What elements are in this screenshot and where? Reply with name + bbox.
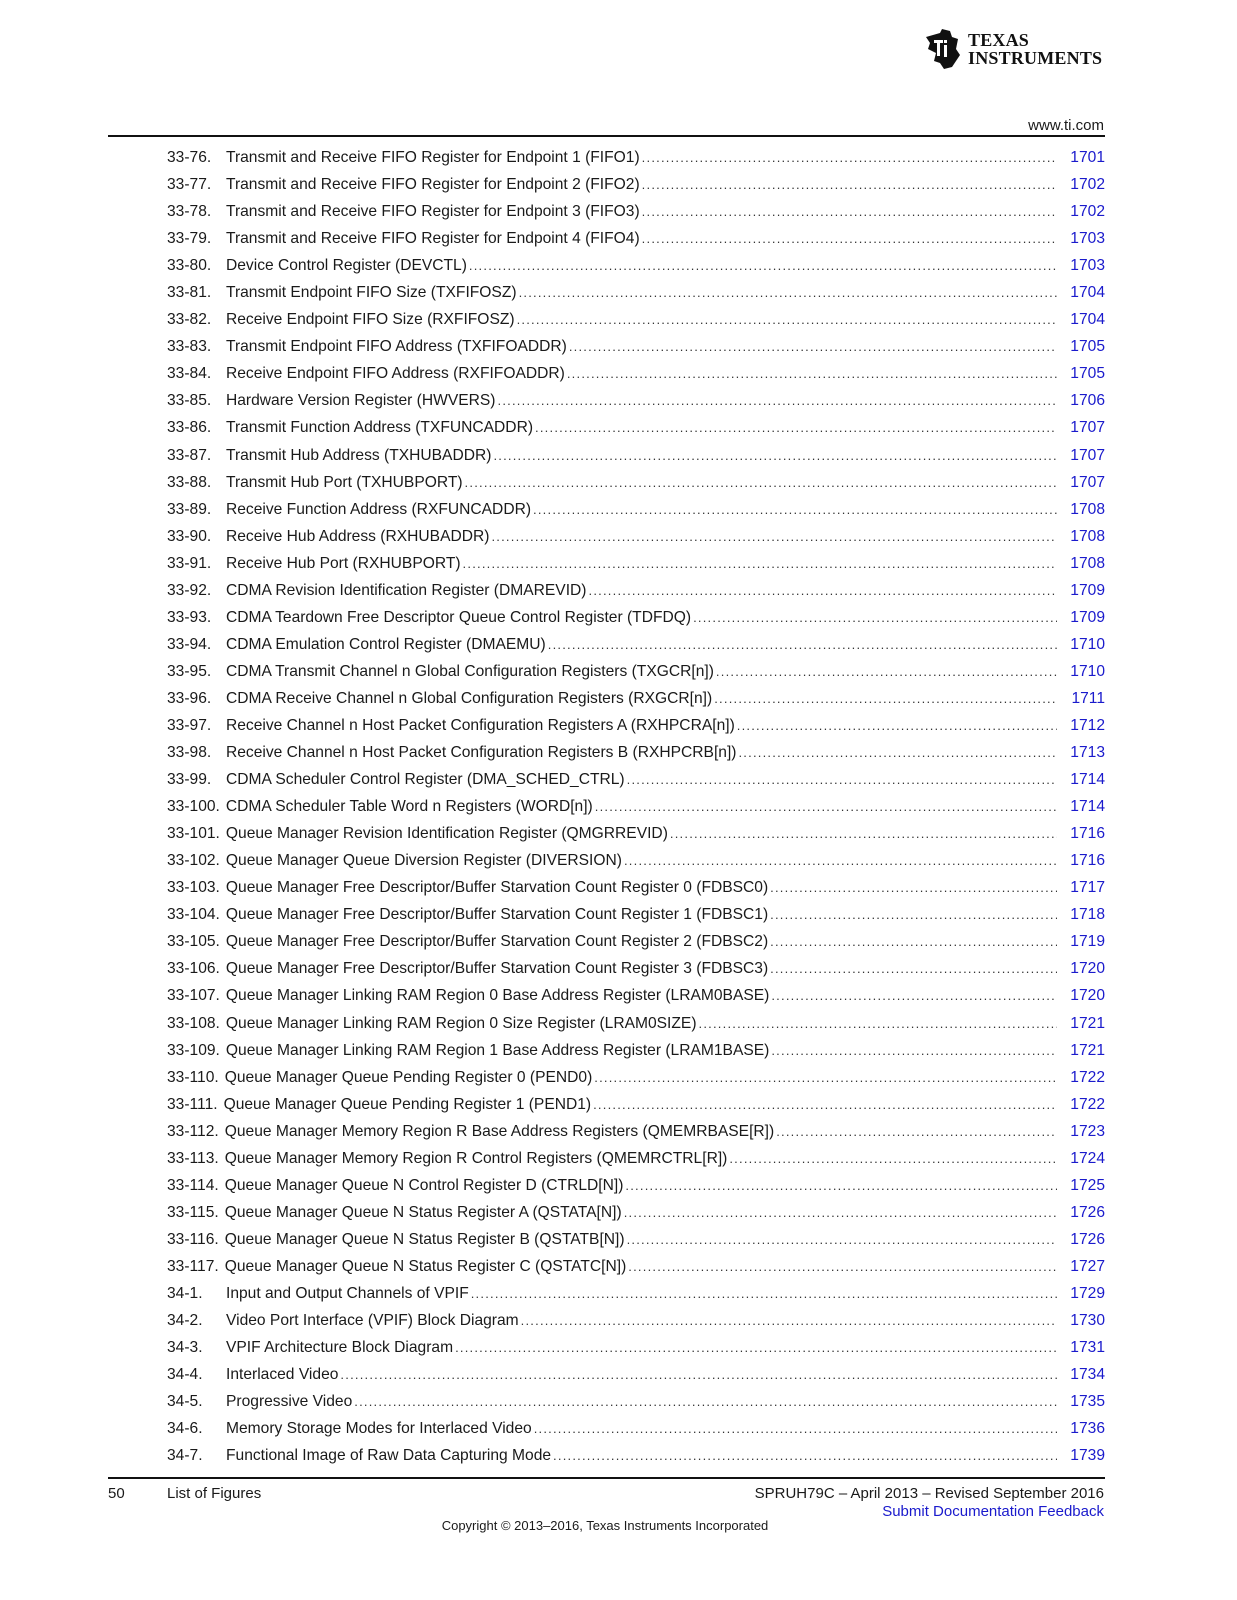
logo-line1: TEXAS bbox=[968, 30, 1030, 50]
toc-entry[interactable] bbox=[167, 901, 1105, 928]
entry-title: CDMA Revision Identification Register (DMAREVID) bbox=[226, 581, 587, 599]
logo-line2: INSTRUMENTS bbox=[968, 48, 1103, 68]
toc-entry[interactable] bbox=[167, 1415, 1105, 1442]
entry-page-link[interactable]: 1707 bbox=[1070, 419, 1105, 437]
entry-title: Queue Manager Revision Identification Register (QMGRREVID) bbox=[225, 825, 668, 843]
entry-page-link[interactable]: 1712 bbox=[1070, 716, 1105, 734]
entry-title: CDMA Scheduler Table Word n Registers (WORD[n]) bbox=[225, 798, 593, 816]
entry-title: Receive Endpoint FIFO Address (RXFIFOADDR) bbox=[226, 365, 565, 383]
entry-title: Transmit Hub Port (TXHUBPORT) bbox=[226, 473, 463, 491]
entry-page-link[interactable]: 1706 bbox=[1070, 392, 1105, 410]
dot-leader bbox=[455, 1334, 1057, 1361]
section-name: List of Figures bbox=[167, 1485, 262, 1502]
dot-leader bbox=[699, 1010, 1057, 1037]
entry-number: 33-116. bbox=[167, 1230, 219, 1248]
toc-entry[interactable] bbox=[167, 1145, 1105, 1172]
entry-number: 33-79. bbox=[167, 230, 212, 248]
entry-title: Queue Manager Free Descriptor/Buffer Starvation Count Register 0 (FDBSC0) bbox=[225, 879, 769, 897]
entry-number: 33-95. bbox=[167, 662, 212, 680]
dot-leader bbox=[770, 874, 1057, 901]
entry-page-link[interactable]: 1734 bbox=[1070, 1366, 1105, 1384]
toc-entry[interactable] bbox=[167, 658, 1105, 685]
dot-leader bbox=[498, 387, 1057, 414]
entry-page-link[interactable]: 1710 bbox=[1070, 635, 1105, 653]
dot-leader bbox=[471, 1280, 1057, 1307]
entry-title: Queue Manager Free Descriptor/Buffer Starvation Count Register 1 (FDBSC1) bbox=[225, 906, 769, 924]
dot-leader bbox=[771, 982, 1057, 1009]
toc-entry[interactable] bbox=[167, 955, 1105, 982]
feedback-link[interactable]: Submit Documentation Feedback bbox=[882, 1503, 1104, 1520]
entry-page-link[interactable]: 1701 bbox=[1070, 149, 1105, 166]
dot-leader bbox=[670, 820, 1057, 847]
entry-number: 33-111. bbox=[167, 1095, 218, 1113]
entry-page-link[interactable]: 1714 bbox=[1070, 798, 1105, 816]
entry-title: Transmit and Receive FIFO Register for Endpoint 4 (FIFO4) bbox=[226, 230, 640, 248]
entry-page-link[interactable]: 1716 bbox=[1070, 825, 1105, 843]
entry-number: 33-77. bbox=[167, 176, 212, 194]
toc-entry[interactable] bbox=[167, 523, 1105, 550]
entry-title: Queue Manager Linking RAM Region 1 Base Address Register (LRAM1BASE) bbox=[225, 1041, 770, 1059]
entry-page-link[interactable]: 1703 bbox=[1070, 257, 1105, 275]
dot-leader bbox=[771, 1037, 1057, 1064]
dot-leader bbox=[463, 550, 1057, 577]
toc-entry[interactable] bbox=[167, 225, 1105, 252]
toc-entry[interactable] bbox=[167, 604, 1105, 631]
entry-title: Device Control Register (DEVCTL) bbox=[226, 257, 467, 275]
entry-page-link[interactable]: 1722 bbox=[1070, 1095, 1105, 1113]
toc-entry[interactable] bbox=[167, 1199, 1105, 1226]
toc-entry[interactable] bbox=[167, 414, 1105, 441]
entry-number: 33-105. bbox=[167, 933, 220, 951]
toc-entry[interactable] bbox=[167, 550, 1105, 577]
dot-leader bbox=[642, 198, 1057, 225]
entry-title: CDMA Receive Channel n Global Configuration Registers (RXGCR[n]) bbox=[226, 689, 713, 707]
dot-leader bbox=[567, 360, 1057, 387]
dot-leader bbox=[534, 1415, 1057, 1442]
entry-number: 33-104. bbox=[167, 906, 220, 924]
entry-title: Queue Manager Linking RAM Region 0 Base Address Register (LRAM0BASE) bbox=[225, 987, 770, 1005]
entry-number: 34-2. bbox=[167, 1312, 203, 1330]
entry-page-link[interactable]: 1730 bbox=[1070, 1312, 1105, 1330]
entry-number: 33-91. bbox=[167, 554, 212, 572]
toc-entry[interactable] bbox=[167, 874, 1105, 901]
toc-entry[interactable] bbox=[167, 387, 1105, 414]
entry-number: 33-92. bbox=[167, 581, 212, 599]
entry-title: Receive Channel n Host Packet Configuration Registers B (RXHPCRB[n]) bbox=[226, 744, 737, 762]
entry-page-link[interactable]: 1702 bbox=[1070, 176, 1105, 194]
entry-page-link[interactable]: 1703 bbox=[1070, 230, 1105, 248]
dot-leader bbox=[770, 955, 1057, 982]
entry-page-link[interactable]: 1739 bbox=[1070, 1447, 1105, 1465]
toc-entry[interactable] bbox=[167, 928, 1105, 955]
entry-number: 33-113. bbox=[167, 1149, 219, 1167]
dot-leader bbox=[533, 496, 1057, 523]
toc-entry[interactable] bbox=[167, 442, 1105, 469]
entry-title: Transmit and Receive FIFO Register for Endpoint 1 (FIFO1) bbox=[226, 149, 640, 166]
entry-title: Queue Manager Free Descriptor/Buffer Starvation Count Register 3 (FDBSC3) bbox=[225, 960, 769, 978]
toc-entry[interactable] bbox=[167, 631, 1105, 658]
entry-title: Transmit Function Address (TXFUNCADDR) bbox=[226, 419, 534, 437]
dot-leader bbox=[569, 333, 1057, 360]
toc-entry[interactable] bbox=[167, 685, 1105, 712]
entry-title: VPIF Architecture Block Diagram bbox=[226, 1339, 454, 1357]
document-id: SPRUH79C – April 2013 – Revised September 2016 bbox=[754, 1485, 1104, 1502]
entry-title: Video Port Interface (VPIF) Block Diagram bbox=[226, 1312, 519, 1330]
toc-entry[interactable] bbox=[167, 333, 1105, 360]
copyright: Copyright © 2013–2016, Texas Instruments Incorporated bbox=[441, 1518, 769, 1533]
toc-entry[interactable] bbox=[167, 1361, 1105, 1388]
website-link[interactable]: www.ti.com bbox=[1028, 117, 1104, 134]
entry-page-link[interactable]: 1718 bbox=[1070, 906, 1105, 924]
entry-number: 33-107. bbox=[167, 987, 220, 1005]
entry-number: 33-85. bbox=[167, 392, 212, 410]
dot-leader bbox=[593, 1091, 1057, 1118]
toc-entry[interactable] bbox=[167, 1037, 1105, 1064]
page-number: 50 bbox=[108, 1485, 125, 1502]
entry-page-link[interactable]: 1717 bbox=[1070, 879, 1105, 897]
entry-title: Queue Manager Linking RAM Region 0 Size Register (LRAM0SIZE) bbox=[225, 1014, 697, 1032]
entry-number: 33-98. bbox=[167, 744, 212, 762]
entry-title: Queue Manager Queue N Control Register D (CTRLD[N]) bbox=[224, 1176, 624, 1194]
entry-number: 34-5. bbox=[167, 1393, 203, 1411]
entry-page-link[interactable]: 1709 bbox=[1070, 608, 1105, 626]
entry-title: Queue Manager Memory Region R Base Address Registers (QMEMRBASE[R]) bbox=[224, 1122, 775, 1140]
toc-entry[interactable] bbox=[167, 1064, 1105, 1091]
entry-page-link[interactable]: 1707 bbox=[1070, 473, 1105, 491]
entry-number: 33-82. bbox=[167, 311, 212, 329]
toc-entry[interactable] bbox=[167, 712, 1105, 739]
toc-entry[interactable] bbox=[167, 766, 1105, 793]
entry-page-link[interactable]: 1702 bbox=[1070, 203, 1105, 221]
entry-title: Queue Manager Free Descriptor/Buffer Starvation Count Register 2 (FDBSC2) bbox=[225, 933, 769, 951]
entry-number: 33-76. bbox=[167, 149, 212, 166]
dot-leader bbox=[770, 928, 1057, 955]
entry-number: 33-96. bbox=[167, 689, 212, 707]
entry-number: 33-115. bbox=[167, 1203, 219, 1221]
entry-number: 33-84. bbox=[167, 365, 212, 383]
dot-leader bbox=[642, 144, 1057, 171]
entry-page-link[interactable]: 1725 bbox=[1070, 1176, 1105, 1194]
entry-page-link[interactable]: 1719 bbox=[1070, 933, 1105, 951]
entry-number: 33-81. bbox=[167, 284, 212, 302]
entry-page-link[interactable]: 1720 bbox=[1070, 960, 1105, 978]
entry-page-link[interactable]: 1714 bbox=[1070, 771, 1105, 789]
dot-leader bbox=[624, 847, 1057, 874]
entry-number: 34-3. bbox=[167, 1339, 203, 1357]
entry-title: Queue Manager Queue N Status Register B (QSTATB[N]) bbox=[224, 1230, 625, 1248]
toc-entry[interactable] bbox=[167, 360, 1105, 387]
entry-page-link[interactable]: 1729 bbox=[1070, 1284, 1105, 1302]
dot-leader bbox=[354, 1388, 1057, 1415]
dot-leader bbox=[738, 739, 1057, 766]
entry-title: Hardware Version Register (HWVERS) bbox=[226, 392, 496, 410]
entry-number: 33-94. bbox=[167, 635, 212, 653]
entry-number: 33-109. bbox=[167, 1041, 220, 1059]
toc-entry[interactable] bbox=[167, 469, 1105, 496]
entry-number: 33-87. bbox=[167, 446, 212, 464]
entry-number: 33-88. bbox=[167, 473, 212, 491]
entry-number: 33-83. bbox=[167, 338, 212, 356]
entry-number: 33-80. bbox=[167, 257, 212, 275]
dot-leader bbox=[627, 1226, 1057, 1253]
header-rule bbox=[108, 135, 1105, 137]
ti-logo-icon bbox=[920, 27, 964, 71]
entry-page-link[interactable]: 1711 bbox=[1071, 689, 1105, 707]
entry-page-link[interactable]: 1705 bbox=[1070, 365, 1105, 383]
entry-title: Transmit and Receive FIFO Register for Endpoint 3 (FIFO3) bbox=[226, 203, 640, 221]
toc-entry[interactable] bbox=[167, 820, 1105, 847]
dot-leader bbox=[642, 225, 1057, 252]
toc-entry[interactable] bbox=[167, 171, 1105, 198]
entry-page-link[interactable]: 1710 bbox=[1070, 662, 1105, 680]
dot-leader bbox=[594, 1064, 1057, 1091]
dot-leader bbox=[693, 604, 1057, 631]
entry-title: Receive Endpoint FIFO Size (RXFIFOSZ) bbox=[226, 311, 515, 329]
toc-entry[interactable] bbox=[167, 306, 1105, 333]
entry-number: 33-110. bbox=[167, 1068, 219, 1086]
entry-page-link[interactable]: 1707 bbox=[1070, 446, 1105, 464]
entry-page-link[interactable]: 1716 bbox=[1070, 852, 1105, 870]
entry-page-link[interactable]: 1723 bbox=[1070, 1122, 1105, 1140]
dot-leader bbox=[589, 577, 1058, 604]
entry-title: Interlaced Video bbox=[226, 1366, 339, 1384]
entry-page-link[interactable]: 1720 bbox=[1070, 987, 1105, 1005]
dot-leader bbox=[776, 1118, 1057, 1145]
entry-page-link[interactable]: 1705 bbox=[1070, 338, 1105, 356]
dot-leader bbox=[770, 901, 1057, 928]
dot-leader bbox=[517, 306, 1057, 333]
entry-number: 33-86. bbox=[167, 419, 212, 437]
entry-title: Queue Manager Memory Region R Control Registers (QMEMRCTRL[R]) bbox=[224, 1149, 728, 1167]
entry-number: 33-108. bbox=[167, 1014, 220, 1032]
entry-title: Receive Channel n Host Packet Configuration Registers A (RXHPCRA[n]) bbox=[226, 716, 735, 734]
toc-entry[interactable] bbox=[167, 1334, 1105, 1361]
toc-entry[interactable] bbox=[167, 793, 1105, 820]
toc-entry[interactable] bbox=[167, 1118, 1105, 1145]
entry-page-link[interactable]: 1736 bbox=[1070, 1420, 1105, 1438]
toc-entry[interactable] bbox=[167, 577, 1105, 604]
entry-page-link[interactable]: 1731 bbox=[1070, 1339, 1105, 1357]
entry-page-link[interactable]: 1708 bbox=[1070, 500, 1105, 518]
dot-leader bbox=[521, 1307, 1057, 1334]
figure-list bbox=[167, 144, 1105, 1469]
entry-title: Functional Image of Raw Data Capturing Mode bbox=[226, 1447, 552, 1465]
dot-leader bbox=[714, 685, 1057, 712]
entry-page-link[interactable]: 1726 bbox=[1070, 1230, 1105, 1248]
entry-page-link[interactable]: 1722 bbox=[1070, 1068, 1105, 1086]
dot-leader bbox=[716, 658, 1057, 685]
dot-leader bbox=[548, 631, 1057, 658]
entry-number: 34-6. bbox=[167, 1420, 203, 1438]
entry-page-link[interactable]: 1713 bbox=[1070, 744, 1105, 762]
entry-number: 33-103. bbox=[167, 879, 220, 897]
entry-page-link[interactable]: 1721 bbox=[1070, 1041, 1105, 1059]
entry-number: 33-97. bbox=[167, 716, 212, 734]
toc-entry[interactable] bbox=[167, 198, 1105, 225]
entry-number: 34-7. bbox=[167, 1447, 203, 1465]
toc-entry[interactable] bbox=[167, 1010, 1105, 1037]
entry-title: Queue Manager Queue Pending Register 0 (PEND0) bbox=[224, 1068, 593, 1086]
entry-page-link[interactable]: 1709 bbox=[1070, 581, 1105, 599]
entry-number: 33-102. bbox=[167, 852, 220, 870]
toc-entry[interactable] bbox=[167, 1226, 1105, 1253]
entry-title: Input and Output Channels of VPIF bbox=[226, 1284, 469, 1302]
entry-page-link[interactable]: 1727 bbox=[1070, 1257, 1105, 1275]
toc-entry[interactable] bbox=[167, 144, 1105, 171]
toc-entry[interactable] bbox=[167, 252, 1105, 279]
toc-entry[interactable] bbox=[167, 279, 1105, 306]
toc-entry[interactable] bbox=[167, 982, 1105, 1009]
entry-title: CDMA Scheduler Control Register (DMA_SCHED_CTRL) bbox=[226, 771, 625, 789]
entry-number: 33-117. bbox=[167, 1257, 219, 1275]
toc-entry[interactable] bbox=[167, 1388, 1105, 1415]
dot-leader bbox=[628, 1253, 1057, 1280]
toc-entry[interactable] bbox=[167, 1307, 1105, 1334]
entry-title: Queue Manager Queue N Status Register C (QSTATC[N]) bbox=[224, 1257, 627, 1275]
dot-leader bbox=[493, 442, 1057, 469]
entry-title: Transmit Hub Address (TXHUBADDR) bbox=[226, 446, 492, 464]
entry-number: 34-4. bbox=[167, 1366, 203, 1384]
entry-title: Transmit and Receive FIFO Register for Endpoint 2 (FIFO2) bbox=[226, 176, 640, 194]
entry-number: 33-90. bbox=[167, 527, 212, 545]
entry-title: Receive Hub Address (RXHUBADDR) bbox=[226, 527, 490, 545]
entry-page-link[interactable]: 1724 bbox=[1070, 1149, 1105, 1167]
entry-number: 33-112. bbox=[167, 1122, 219, 1140]
entry-title: Progressive Video bbox=[226, 1393, 353, 1411]
dot-leader bbox=[469, 252, 1057, 279]
entry-page-link[interactable]: 1735 bbox=[1070, 1393, 1105, 1411]
toc-entry[interactable] bbox=[167, 1280, 1105, 1307]
dot-leader bbox=[553, 1442, 1057, 1469]
entry-number: 33-93. bbox=[167, 608, 212, 626]
entry-number: 33-89. bbox=[167, 500, 212, 518]
toc-entry[interactable] bbox=[167, 1253, 1105, 1280]
entry-number: 33-99. bbox=[167, 771, 212, 789]
entry-title: CDMA Teardown Free Descriptor Queue Control Register (TDFDQ) bbox=[226, 608, 692, 626]
entry-title: CDMA Transmit Channel n Global Configuration Registers (TXGCR[n]) bbox=[226, 662, 714, 680]
entry-title: Receive Function Address (RXFUNCADDR) bbox=[226, 500, 532, 518]
dot-leader bbox=[340, 1361, 1057, 1388]
entry-title: Queue Manager Queue N Status Register A (QSTATA[N]) bbox=[224, 1203, 622, 1221]
toc-entry[interactable] bbox=[167, 496, 1105, 523]
entry-page-link[interactable]: 1721 bbox=[1070, 1014, 1105, 1032]
entry-title: Memory Storage Modes for Interlaced Video bbox=[226, 1420, 532, 1438]
toc-entry[interactable] bbox=[167, 739, 1105, 766]
toc-entry[interactable] bbox=[167, 1091, 1105, 1118]
dot-leader bbox=[625, 1172, 1057, 1199]
entry-page-link[interactable]: 1708 bbox=[1070, 554, 1105, 572]
toc-entry[interactable] bbox=[167, 1172, 1105, 1199]
entry-number: 33-106. bbox=[167, 960, 220, 978]
toc-entry[interactable] bbox=[167, 847, 1105, 874]
entry-number: 33-100. bbox=[167, 798, 220, 816]
dot-leader bbox=[535, 414, 1057, 441]
dot-leader bbox=[595, 793, 1057, 820]
entry-title: Transmit Endpoint FIFO Address (TXFIFOADDR) bbox=[226, 338, 567, 356]
entry-page-link[interactable]: 1704 bbox=[1070, 311, 1105, 329]
entry-number: 33-101. bbox=[167, 825, 220, 843]
dot-leader bbox=[627, 766, 1057, 793]
dot-leader bbox=[491, 523, 1057, 550]
entry-title: CDMA Emulation Control Register (DMAEMU) bbox=[226, 635, 546, 653]
entry-page-link[interactable]: 1726 bbox=[1070, 1203, 1105, 1221]
entry-title: Transmit Endpoint FIFO Size (TXFIFOSZ) bbox=[226, 284, 517, 302]
footer-rule bbox=[108, 1477, 1105, 1479]
dot-leader bbox=[465, 469, 1057, 496]
dot-leader bbox=[642, 171, 1057, 198]
entry-title: Queue Manager Queue Diversion Register (DIVERSION) bbox=[225, 852, 622, 870]
ti-logo bbox=[920, 26, 1110, 72]
entry-title: Queue Manager Queue Pending Register 1 (PEND1) bbox=[223, 1095, 592, 1113]
dot-leader bbox=[624, 1199, 1057, 1226]
dot-leader bbox=[519, 279, 1057, 306]
dot-leader bbox=[737, 712, 1057, 739]
entry-page-link[interactable]: 1708 bbox=[1070, 527, 1105, 545]
dot-leader bbox=[729, 1145, 1057, 1172]
entry-number: 33-78. bbox=[167, 203, 212, 221]
entry-number: 34-1. bbox=[167, 1284, 203, 1302]
entry-page-link[interactable]: 1704 bbox=[1070, 284, 1105, 302]
entry-number: 33-114. bbox=[167, 1176, 219, 1194]
toc-entry[interactable] bbox=[167, 1442, 1105, 1469]
entry-title: Receive Hub Port (RXHUBPORT) bbox=[226, 554, 461, 572]
